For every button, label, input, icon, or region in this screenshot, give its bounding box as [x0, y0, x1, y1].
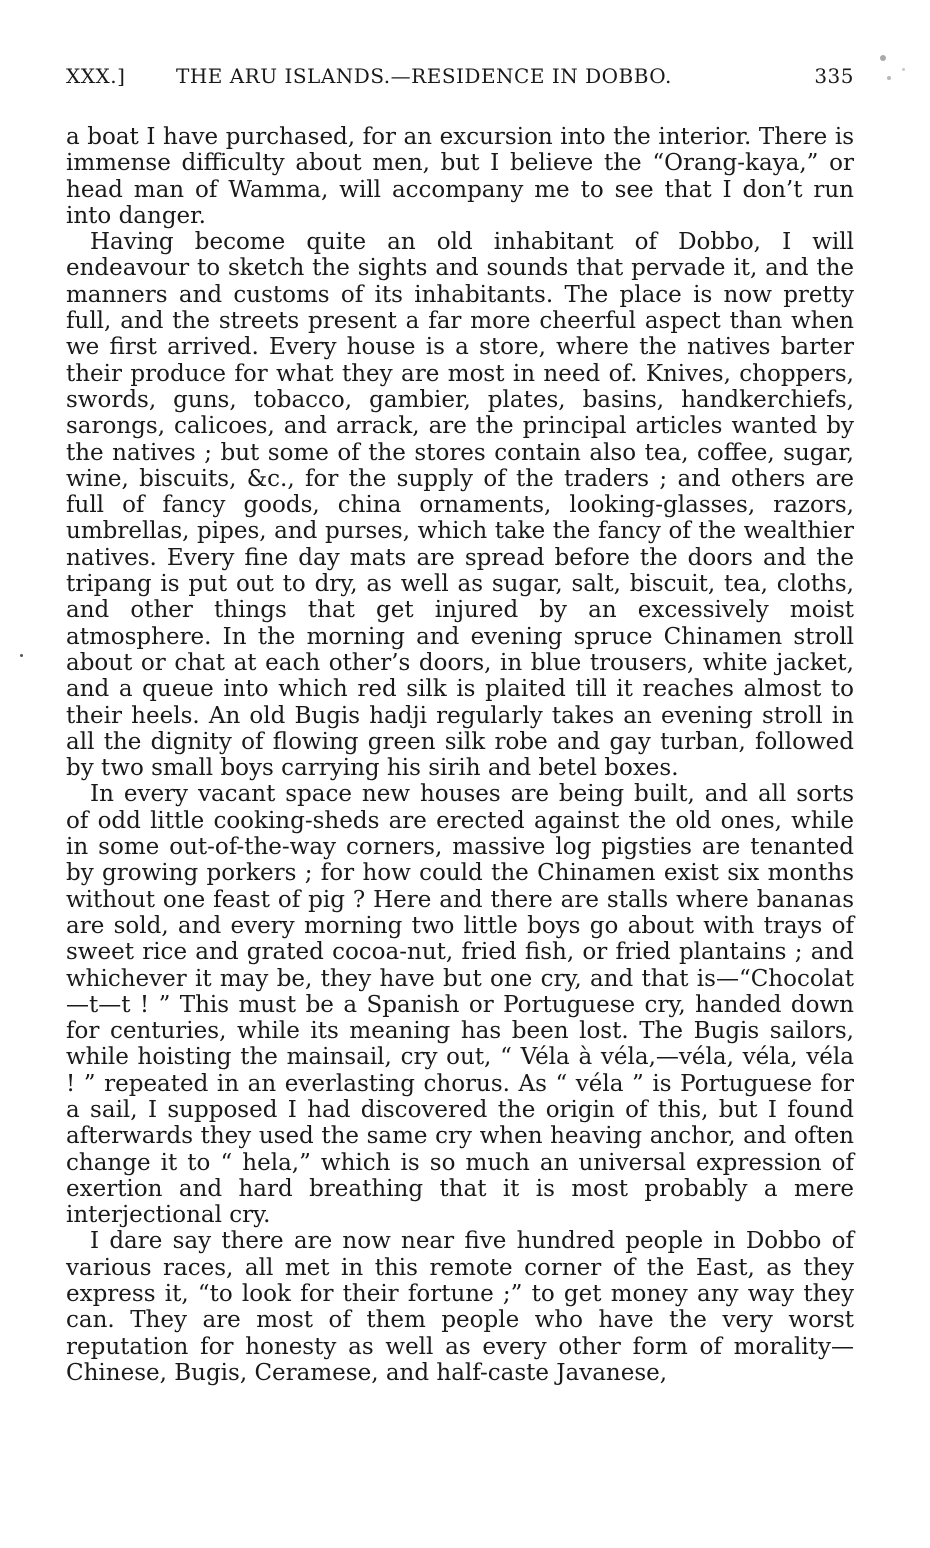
paragraph: I dare say there are now near five hundred people in Dobbo of various races, all met in this remote corner of the East, as they express it, “to look for their fortune ;” to get money any way they can. They are most of them people who have the very worst reputation for honesty as well as every other form of morality—Chinese, Bugis, Ceramese, and half-caste Javanese,	[66, 1228, 854, 1386]
page-number: 335	[814, 64, 854, 88]
paragraph: In every vacant space new houses are being built, and all sorts of odd little cooking-sheds are erected against the old ones, while in some out-of-the-way corners, massive log pigsties are tenanted by growing porkers ; for how could the Chinamen exist six months without one feast of pig ? Here and there are stalls where bananas are sold, and every morning two little boys go about with trays of sweet rice and grated cocoa-nut, fried fish, or fried plantains ; and whichever it may be, they have but one cry, and that is—“Chocolat—t—t ! ” This must be a Spanish or Portuguese cry, handed down for centuries, while its meaning has been lost. The Bugis sailors, while hoisting the mainsail, cry out, “ Véla à véla,—véla, véla, véla ! ” repeated in an everlasting chorus. As “ véla ” is Portuguese for a sail, I supposed I had discovered the origin of this, but I found afterwards they used the same cry when heaving anchor, and often change it to “ hela,” which is so much an universal expression of exertion and hard breathing that it is most probably a mere interjectional cry.	[66, 781, 854, 1229]
paragraph-continued: a boat I have purchased, for an excursion into the interior. There is immense difficulty about men, but I believe the “Orang-kaya,” or head man of Wamma, will accompany me to see that I don’t run into danger.	[66, 124, 854, 229]
paper-speck	[20, 654, 23, 657]
running-head	[66, 64, 854, 94]
paper-speck	[880, 55, 886, 61]
paper-speck	[902, 68, 905, 71]
body-text	[66, 124, 854, 1386]
paper-speck	[887, 76, 891, 80]
running-title: THE ARU ISLANDS.—RESIDENCE IN DOBBO.	[176, 64, 672, 88]
chapter-number: XXX.]	[66, 64, 126, 88]
paragraph: Having become quite an old inhabitant of Dobbo, I will endeavour to sketch the sights and sounds that pervade it, and the manners and customs of its inhabitants. The place is now pretty full, and the streets present a far more cheerful aspect than when we first arrived. Every house is a store, where the natives barter their produce for what they are most in need of. Knives, choppers, swords, guns, tobacco, gambier, plates, basins, handkerchiefs, sarongs, calicoes, and arrack, are the principal articles wanted by the natives ; but some of the stores contain also tea, coffee, sugar, wine, biscuits, &c., for the supply of the traders ; and others are full of fancy goods, china ornaments, looking-glasses, razors, umbrellas, pipes, and purses, which take the fancy of the wealthier natives. Every fine day mats are spread before the doors and the tripang is put out to dry, as well as sugar, salt, biscuit, tea, cloths, and other things that get injured by an excessively moist atmosphere. In the morning and evening spruce Chinamen stroll about or chat at each other’s doors, in blue trousers, white jacket, and a queue into which red silk is plaited till it reaches almost to their heels. An old Bugis hadji regularly takes an evening stroll in all the dignity of flowing green silk robe and gay turban, followed by two small boys carrying his sirih and betel boxes.	[66, 229, 854, 782]
